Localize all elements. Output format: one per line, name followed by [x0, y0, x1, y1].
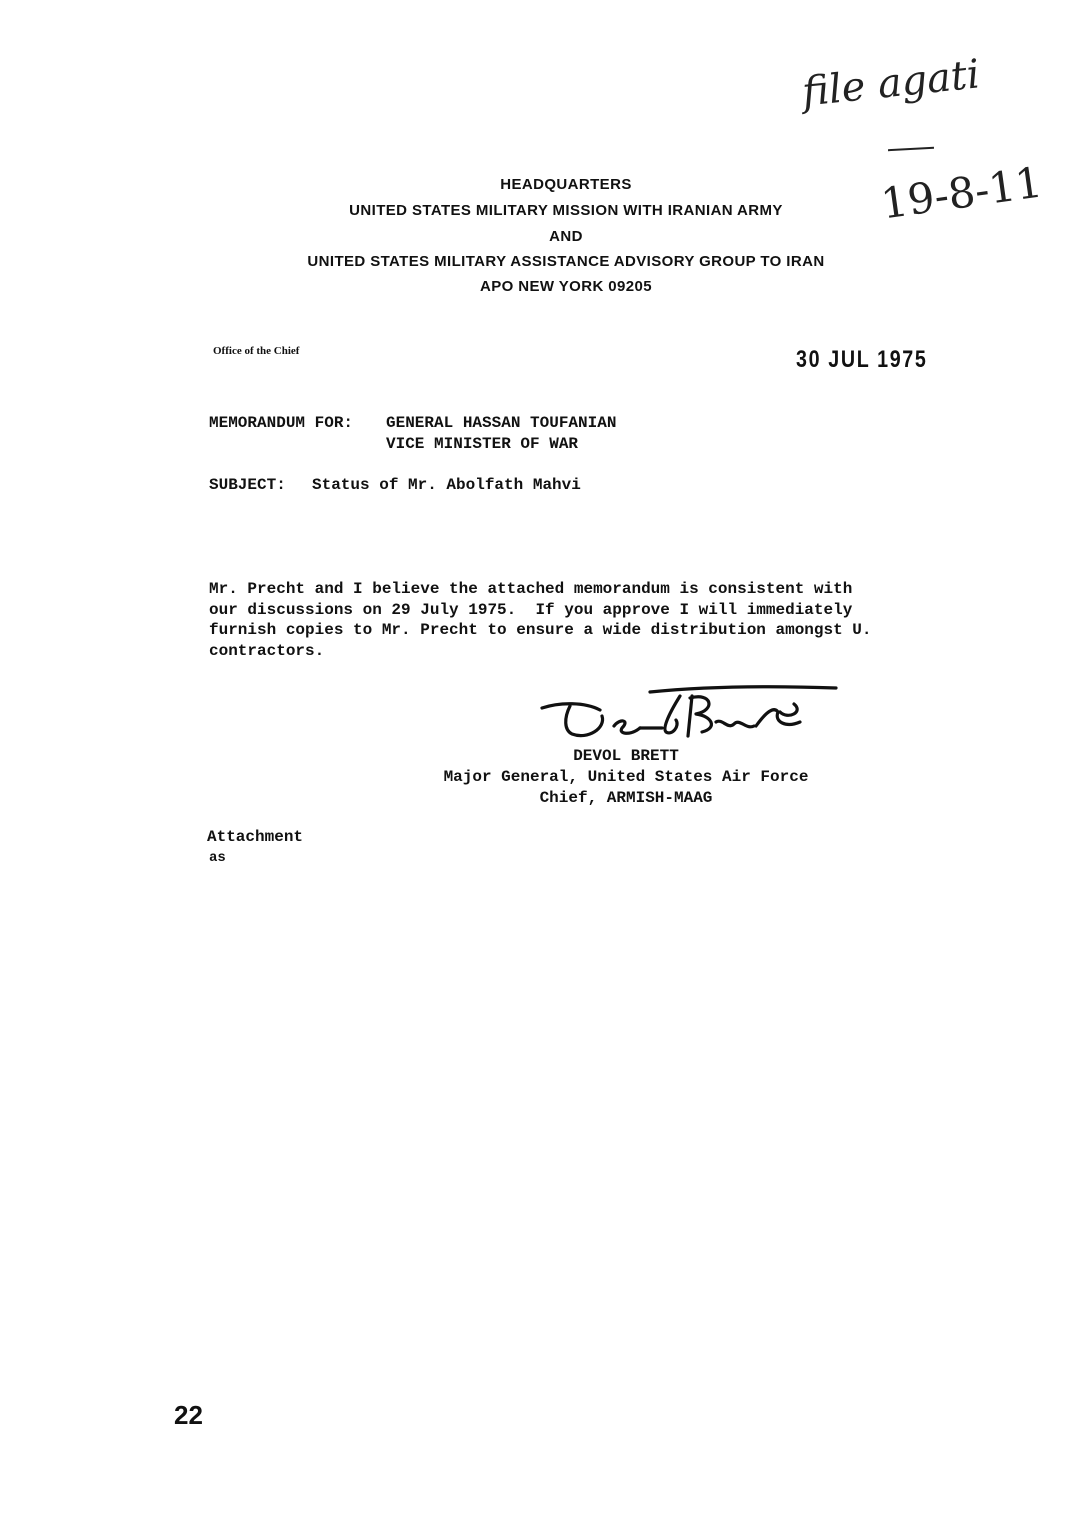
addressee-name: GENERAL HASSAN TOUFANIAN [386, 414, 617, 432]
handwritten-note: file agati [800, 51, 982, 116]
subject-text: Status of Mr. Abolfath Mahvi [312, 476, 581, 494]
header-line-3: AND [549, 228, 583, 245]
memo-body [209, 579, 872, 661]
office-of-chief: Office of the Chief [213, 345, 300, 357]
attachment-note: as [209, 850, 226, 866]
body-line-1: Mr. Precht and I believe the attached memorandum is consistent with [209, 580, 853, 598]
signer-position: Chief, ARMISH-MAAG [539, 789, 713, 807]
attachment-label: Attachment [207, 828, 304, 846]
header-line-4: UNITED STATES MILITARY ASSISTANCE ADVISORY GROUP TO IRAN [307, 253, 825, 270]
header-line-5: APO NEW YORK 09205 [480, 278, 652, 295]
body-line-3: furnish copies to Mr. Precht to ensure a wide distribution amongst U. [209, 621, 872, 639]
body-line-2: our discussions on 29 July 1975. If you approve I will immediately [209, 600, 853, 619]
memorandum-for-label: MEMORANDUM FOR: [209, 414, 354, 432]
handwritten-signature [530, 682, 850, 746]
body-line-4: contractors. [209, 641, 325, 660]
addressee-title: VICE MINISTER OF WAR [386, 435, 579, 453]
signer-name: DEVOL BRETT [573, 747, 679, 765]
header-line-1: HEADQUARTERS [500, 176, 632, 193]
handwritten-file-number: 19-8-11 [878, 157, 1046, 229]
page-number: 22 [174, 1400, 203, 1430]
handwritten-underline [888, 147, 934, 151]
signer-rank: Major General, United States Air Force [443, 768, 809, 786]
header-line-2: UNITED STATES MILITARY MISSION WITH IRANIAN ARMY [349, 202, 783, 219]
date-stamp: 30 JUL 1975 [796, 346, 928, 373]
subject-label: SUBJECT: [209, 476, 286, 494]
